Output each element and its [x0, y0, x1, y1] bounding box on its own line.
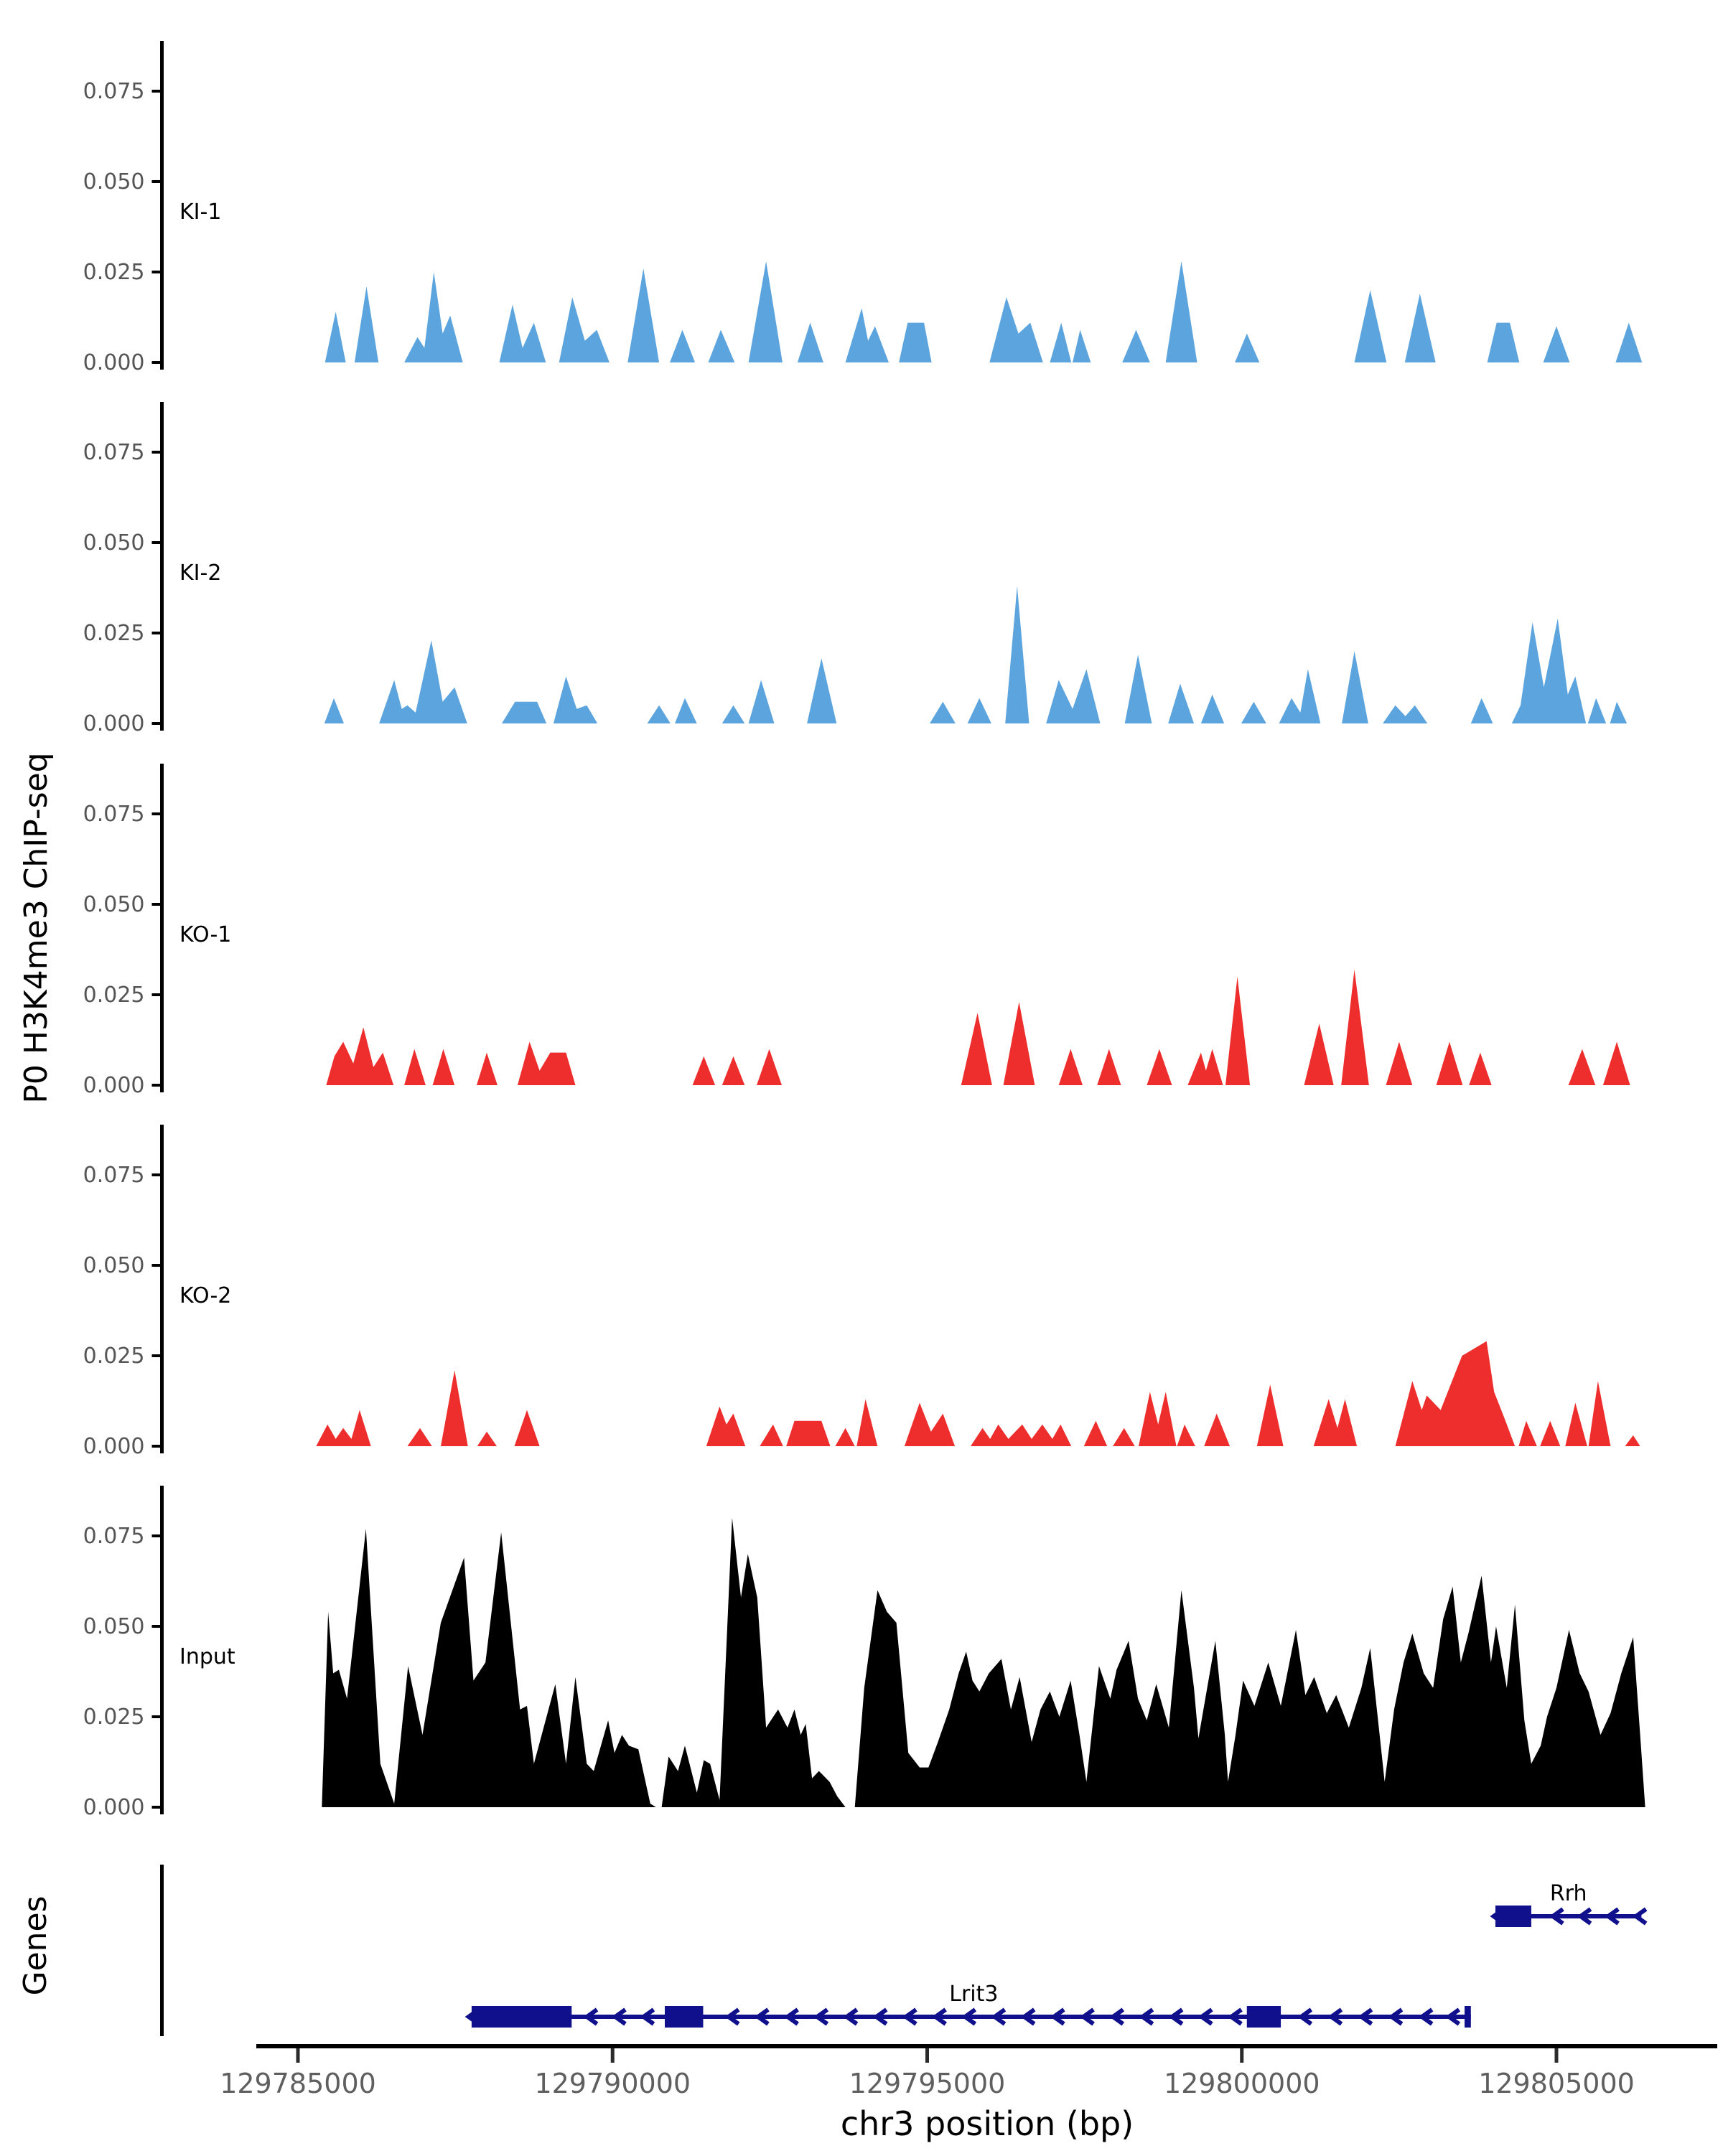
x-axis — [220, 2046, 1717, 2099]
y-axis-line — [160, 1486, 164, 1814]
x-tick-label: 129795000 — [849, 2068, 1006, 2099]
y-axis-line — [160, 1125, 164, 1453]
coverage-area — [326, 970, 1630, 1085]
track-label: KI-2 — [179, 561, 222, 586]
gene-exon — [1465, 2006, 1471, 2028]
coverage-area — [322, 1518, 1645, 1807]
y-tick-label: 0.075 — [83, 1524, 145, 1549]
gene-lrit3 — [469, 1982, 1471, 2028]
y-tick-label: 0.050 — [83, 1253, 145, 1278]
y-tick-label: 0.025 — [83, 260, 145, 285]
track-ko-1 — [83, 764, 1630, 1098]
y-tick-label: 0.000 — [83, 711, 145, 736]
track-label: KO-1 — [179, 922, 232, 947]
y-tick-label: 0.075 — [83, 1163, 145, 1188]
genes-panel-title: Genes — [17, 1895, 54, 1996]
y-axis-line — [160, 402, 164, 731]
y-axis-line — [160, 41, 164, 370]
x-tick-label: 129790000 — [534, 2068, 691, 2099]
y-tick-label: 0.075 — [83, 440, 145, 465]
gene-rrh — [1494, 1881, 1646, 1927]
y-axis-title: P0 H3K4me3 ChIP-seq — [18, 752, 55, 1104]
gene-models-panel — [160, 1865, 1646, 2036]
track-label: KI-1 — [179, 200, 222, 225]
track-ki-1 — [83, 41, 1643, 375]
y-tick-label: 0.075 — [83, 79, 145, 104]
y-tick-label: 0.025 — [83, 983, 145, 1008]
y-tick-label: 0.000 — [83, 1795, 145, 1820]
y-tick-label: 0.025 — [83, 1705, 145, 1730]
coverage-tracks — [83, 41, 1645, 1820]
track-label: KO-2 — [179, 1283, 232, 1308]
track-label: Input — [179, 1644, 235, 1669]
y-tick-label: 0.025 — [83, 1344, 145, 1369]
y-tick-label: 0.050 — [83, 892, 145, 917]
gene-exon — [1495, 1906, 1531, 1927]
coverage-area — [324, 586, 1627, 724]
y-tick-label: 0.050 — [83, 1614, 145, 1639]
coverage-area — [316, 1341, 1640, 1446]
y-tick-label: 0.000 — [83, 350, 145, 375]
x-tick-label: 129805000 — [1478, 2068, 1635, 2099]
y-tick-label: 0.025 — [83, 621, 145, 646]
x-tick-label: 129800000 — [1163, 2068, 1320, 2099]
track-ko-2 — [83, 1125, 1640, 1459]
coverage-area — [325, 261, 1643, 362]
gene-exon — [472, 2006, 571, 2028]
gene-label: Rrh — [1549, 1881, 1587, 1906]
y-tick-label: 0.075 — [83, 802, 145, 827]
gene-exon — [1247, 2006, 1281, 2028]
x-axis-title: chr3 position (bp) — [840, 2104, 1134, 2143]
y-tick-label: 0.000 — [83, 1434, 145, 1459]
track-ki-2 — [83, 402, 1628, 736]
y-axis-line — [160, 764, 164, 1092]
y-tick-label: 0.050 — [83, 169, 145, 194]
x-tick-label: 129785000 — [220, 2068, 376, 2099]
genes-axis-line — [160, 1865, 164, 2036]
y-tick-label: 0.050 — [83, 530, 145, 556]
track-input — [83, 1486, 1645, 1820]
gene-exon — [665, 2006, 703, 2028]
gene-label: Lrit3 — [949, 1982, 999, 2007]
y-tick-label: 0.000 — [83, 1073, 145, 1098]
